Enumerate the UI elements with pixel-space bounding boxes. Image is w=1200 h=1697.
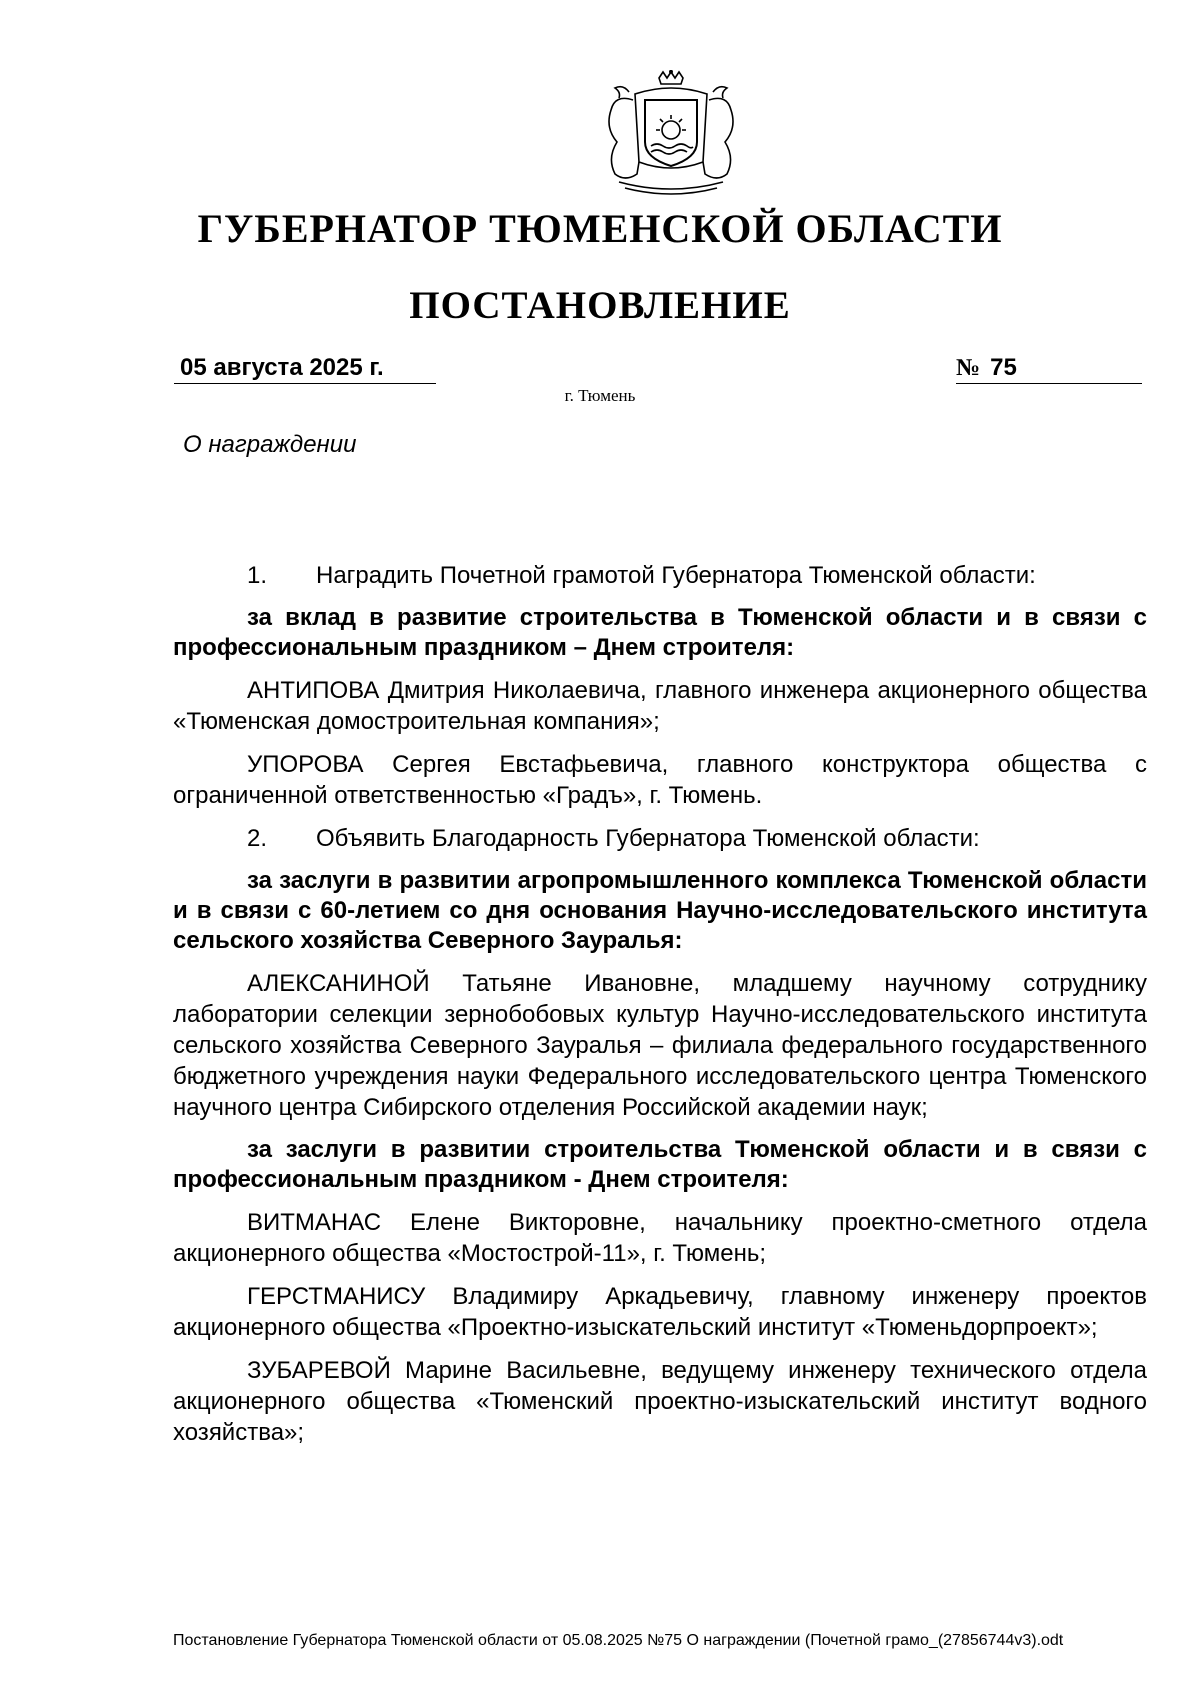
- document-number-field: [956, 351, 1142, 384]
- award-reason: за вклад в развитие строительства в Тюменской области и в связи с профессиональным праздником – Днем строителя:: [173, 604, 1147, 661]
- document-date: 05 августа 2025 г.: [174, 351, 436, 384]
- item-text: Наградить Почетной грамотой Губернатора Тюменской области:: [316, 562, 1036, 589]
- awardee-paragraph: ЗУБАРЕВОЙ Марине Васильевне, ведущему инженеру технического отдела акционерного общества «Тюменский проектно-изыскательский институт водного хозяйства»;: [173, 1357, 1147, 1446]
- document-body: [173, 560, 1147, 1460]
- document-subject: О награждении: [183, 431, 357, 458]
- item-2: [173, 823, 1147, 854]
- awardee-paragraph: ГЕРСТМАНИСУ Владимиру Аркадьевичу, главному инженеру проектов акционерного общества «Проектно-изыскательский институт «Тюменьдорпроект»;: [173, 1283, 1147, 1341]
- item-text: Объявить Благодарность Губернатора Тюменской области:: [316, 825, 980, 852]
- awardee-paragraph: ВИТМАНАС Елене Викторовне, начальнику проектно-сметного отдела акционерного общества «Мостострой-11», г. Тюмень;: [173, 1209, 1147, 1267]
- item-number: 2.: [247, 825, 268, 852]
- city: г. Тюмень: [564, 386, 636, 405]
- item-number: 1.: [247, 562, 268, 589]
- item-1: [173, 560, 1147, 591]
- awardee-paragraph: АНТИПОВА Дмитрия Николаевича, главного инженера акционерного общества «Тюменская домостроительная компания»;: [173, 677, 1147, 735]
- awardee-paragraph: АЛЕКСАНИНОЙ Татьяне Ивановне, младшему научному сотруднику лаборатории селекции зернобобовых культур Научно-исследовательского института сельского хозяйства Северного Зауралья – филиала федерального государственного бюджетного учреждения науки Федерального исследовательского центра Тюменского научного центра Сибирского отделения Российской академии наук;: [173, 970, 1147, 1121]
- awardee-paragraph: УПОРОВА Сергея Евстафьевича, главного конструктора общества с ограниченной ответственностью «Градъ», г. Тюмень.: [173, 751, 1147, 809]
- coat-of-arms-emblem: [585, 70, 750, 200]
- coat-of-arms-icon: [585, 70, 750, 200]
- page-footer: Постановление Губернатора Тюменской области от 05.08.2025 №75 О награждении (Почетной грамо_(27856744v3).odt: [173, 1632, 1064, 1649]
- document-number: 75: [990, 354, 1017, 381]
- award-reason: за заслуги в развитии агропромышленного комплекса Тюменской области и в связи с 60-летием со дня основания Научно-исследовательского института сельского хозяйства Северного Зауралья:: [173, 867, 1147, 954]
- number-label: №: [956, 355, 981, 381]
- issuing-authority: ГУБЕРНАТОР ТЮМЕНСКОЙ ОБЛАСТИ: [197, 206, 1003, 251]
- award-reason: за заслуги в развитии строительства Тюменской области и в связи с профессиональным праздником - Днем строителя:: [173, 1136, 1147, 1193]
- document-type: ПОСТАНОВЛЕНИЕ: [409, 284, 791, 327]
